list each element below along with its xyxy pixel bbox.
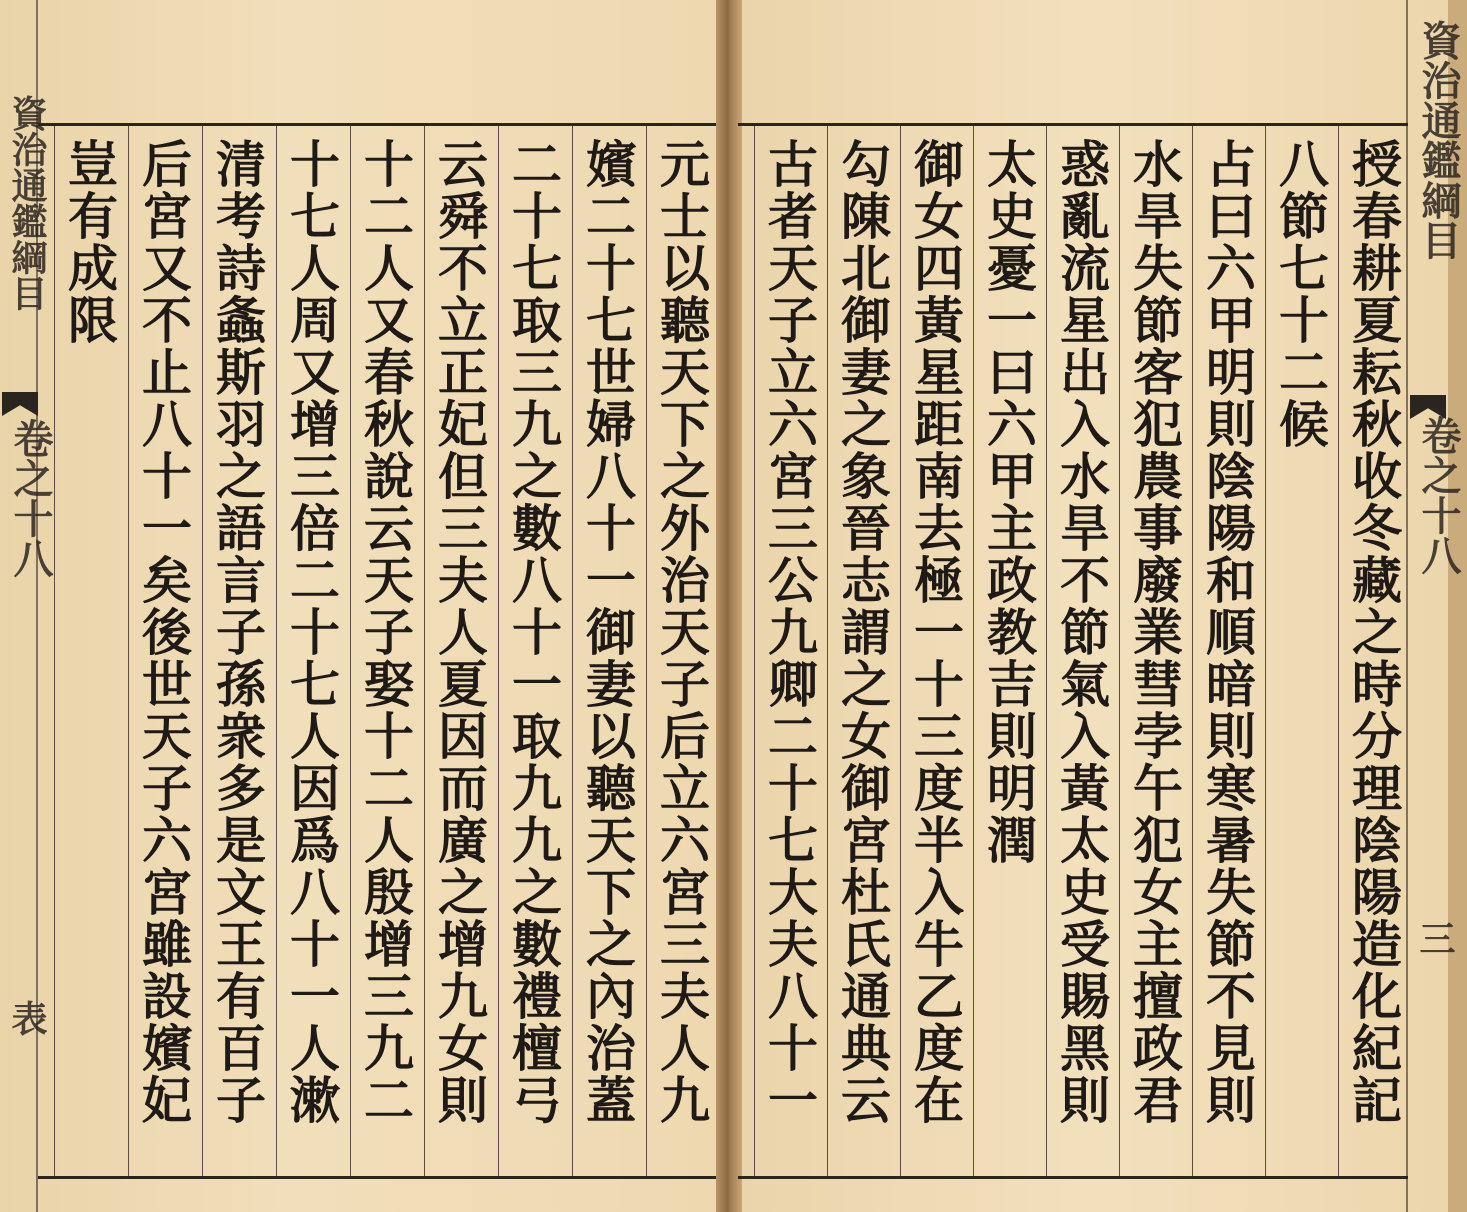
right-text-frame [738,123,1408,1179]
right-column-9: 古者天子立六宮三公九卿二十七大夫八十一 [754,126,824,1176]
right-margin-foot: 三 [1414,920,1456,956]
right-column-2: 八節七十二候 [1265,126,1335,1176]
right-column-6: 太史憂一曰六甲主政教吉則明潤 [973,126,1043,1176]
left-column-6: 十七人周又增三倍二十七人因爲八十一人漱 [276,126,346,1176]
right-column-4: 水旱失節客犯農事廢業彗孛午犯女主擅政君 [1119,126,1189,1176]
left-column-2: 嬪二十七世婦八十一御妻以聽天下之內治蓋 [572,126,642,1176]
left-column-7: 清考詩螽斯羽之語言子孫衆多是文王有百子 [202,126,272,1176]
left-margin-foot: 表 [6,1000,48,1036]
left-margin-title: 資治通鑑綱目 [6,95,48,311]
right-column-3: 占曰六甲明則陰陽和順暗則寒暑失節不見則 [1192,126,1262,1176]
left-margin-juan: 卷之十八 [7,418,54,578]
left-column-3: 二十七取三九之數八十一取九九之數禮檀弓 [498,126,568,1176]
right-margin-title: 資治通鑑綱目 [1415,20,1462,260]
right-margin-juan: 卷之十八 [1415,415,1462,575]
left-column-5: 十二人又春秋說云天子娶十二人殷增三九二 [350,126,420,1176]
left-text-frame [38,123,716,1179]
right-column-1: 授春耕夏耘秋收冬藏之時分理陰陽造化紀記 [1338,126,1408,1176]
right-column-7: 御女四黃星距南去極一十三度半入牛乙度在 [900,126,970,1176]
left-column-9: 豈有成限 [54,126,124,1176]
right-column-5: 惑亂流星出入水旱不節氣入黃太史受賜黑則 [1046,126,1116,1176]
left-column-4: 云舜不立正妃但三夫人夏因而廣之增九女則 [424,126,494,1176]
left-column-1: 元士以聽天下之外治天子后立六宮三夫人九 [646,126,716,1176]
left-column-8: 后宮又不止八十一矣後世天子六宮雖設嬪妃 [128,126,198,1176]
right-column-8: 勾陳北御妻之象晉志謂之女御宮杜氏通典云 [827,126,897,1176]
